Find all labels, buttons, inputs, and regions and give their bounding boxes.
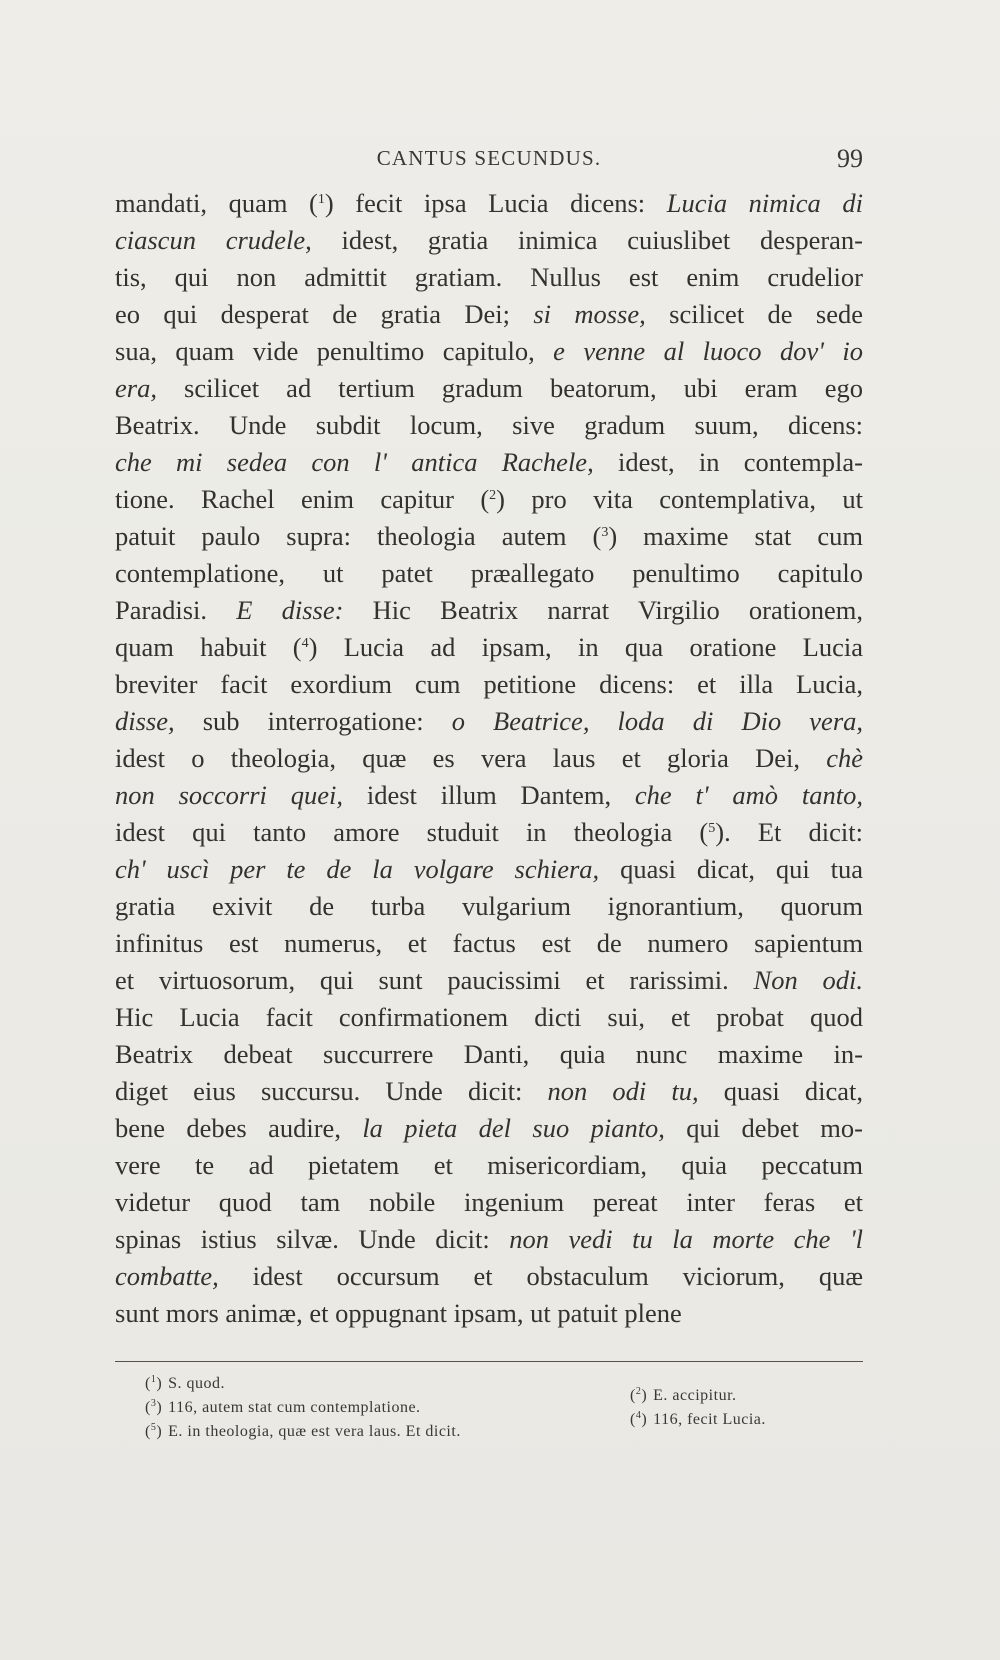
text-segment: idest, in contempla- xyxy=(593,447,863,477)
text-segment: infinitus est numerus, et factus est de numero sapientum xyxy=(115,928,863,958)
footnote-number: ($^4$) xyxy=(630,1410,648,1428)
text-segment: contemplatione, ut patet præallegato penultimo capitulo xyxy=(115,558,863,588)
text-line xyxy=(115,962,863,999)
italic-quote: ch' uscì per te de la volgare schiera, xyxy=(115,854,600,884)
italic-quote: non odi tu, xyxy=(547,1076,699,1106)
text-segment: eo qui desperat de gratia Dei; xyxy=(115,299,534,329)
italic-quote: disse, xyxy=(115,706,175,736)
text-segment: patuit paulo supra: theologia autem ( xyxy=(115,521,602,551)
text-line xyxy=(115,407,863,444)
text-line xyxy=(115,1147,863,1184)
italic-quote: Lucia nimica di xyxy=(666,188,863,218)
footnote-marker: 4 xyxy=(301,636,309,651)
italic-quote: la pieta del suo pianto, xyxy=(362,1113,665,1143)
text-segment: tione. Rachel enim capitur ( xyxy=(115,484,490,514)
italic-quote: Non odi. xyxy=(753,965,863,995)
text-segment: Beatrix. Unde subdit locum, sive gradum suum, dicens: xyxy=(115,410,863,440)
italic-quote: non vedi tu la morte che 'l xyxy=(509,1224,863,1254)
footnote-number-digit: 5 xyxy=(150,1422,157,1433)
text-line xyxy=(115,333,863,370)
text-line xyxy=(115,666,863,703)
text-line xyxy=(115,222,863,259)
text-segment: sunt mors animæ, et oppugnant ipsam, ut patuit plene xyxy=(115,1298,682,1328)
text-segment: idest, gratia inimica cuiuslibet desperan- xyxy=(311,225,863,255)
text-line xyxy=(115,740,863,777)
italic-quote: non soccorri quei, xyxy=(115,780,344,810)
text-line xyxy=(115,481,863,518)
text-line xyxy=(115,259,863,296)
footnote xyxy=(145,1372,605,1396)
text-line xyxy=(115,851,863,888)
text-segment: quasi dicat, xyxy=(698,1076,863,1106)
text-segment: vere te ad pietatem et misericordiam, quia peccatum xyxy=(115,1150,863,1180)
italic-quote: o Beatrice, loda di Dio vera, xyxy=(451,706,863,736)
text-segment: bene debes audire, xyxy=(115,1113,363,1143)
footnote xyxy=(145,1396,605,1420)
italic-quote: che mi sedea con l' antica Rachele, xyxy=(115,447,594,477)
footnote-marker: 5 xyxy=(708,821,716,836)
footnote-marker: 1 xyxy=(317,192,325,207)
footnote-number: ($^1$) xyxy=(145,1374,163,1392)
text-line xyxy=(115,1036,863,1073)
italic-quote: E disse: xyxy=(236,595,344,625)
text-segment: et virtuosorum, qui sunt paucissimi et rarissimi. xyxy=(115,965,754,995)
text-line xyxy=(115,555,863,592)
footnote-number: ($^5$) xyxy=(145,1422,163,1440)
text-segment: Hic Lucia facit confirmationem dicti sui, et probat quod xyxy=(115,1002,863,1032)
text-segment: videtur quod tam nobile ingenium pereat inter feras et xyxy=(115,1187,863,1217)
text-line xyxy=(115,1258,863,1295)
footnote-marker: 3 xyxy=(601,525,609,540)
text-segment: diget eius succursu. Unde dicit: xyxy=(115,1076,548,1106)
italic-quote: e venne al luoco dov' io xyxy=(553,336,863,366)
footnote-number: ($^3$) xyxy=(145,1398,163,1416)
text-line xyxy=(115,592,863,629)
text-segment: ) Lucia ad ipsam, in qua oratione Lucia xyxy=(308,632,863,662)
page-number: 99 xyxy=(837,144,863,173)
page-header xyxy=(115,140,863,180)
text-segment: ). Et dicit: xyxy=(715,817,863,847)
footnote-text: E. in theologia, quæ est vera laus. Et dicit. xyxy=(168,1423,461,1440)
footnote-text: E. accipitur. xyxy=(653,1387,737,1404)
footnote-number-digit: 1 xyxy=(150,1374,157,1385)
italic-quote: chè xyxy=(826,743,863,773)
text-segment: Hic Beatrix narrat Virgilio orationem, xyxy=(343,595,863,625)
text-line xyxy=(115,296,863,333)
footnote-text: 116, fecit Lucia. xyxy=(653,1411,766,1428)
footnote-text: 116, autem stat cum contemplatione. xyxy=(168,1399,421,1416)
footnotes-left-column xyxy=(145,1372,605,1444)
text-line xyxy=(115,370,863,407)
text-line xyxy=(115,185,863,222)
running-head: CANTUS SECUNDUS. xyxy=(376,146,602,170)
text-segment: mandati, quam ( xyxy=(115,188,318,218)
text-segment: spinas istius silvæ. Unde dicit: xyxy=(115,1224,510,1254)
footnotes-right-column xyxy=(630,1384,860,1432)
footnote xyxy=(145,1420,605,1444)
italic-quote: ciascun crudele, xyxy=(115,225,312,255)
text-segment: quam habuit ( xyxy=(115,632,302,662)
text-line xyxy=(115,629,863,666)
footnote-number-digit: 3 xyxy=(150,1398,157,1409)
italic-quote: che t' amò tanto, xyxy=(634,780,863,810)
text-segment: idest illum Dantem, xyxy=(343,780,635,810)
text-line xyxy=(115,444,863,481)
text-segment: sua, quam vide penultimo capitulo, xyxy=(115,336,554,366)
text-segment: ) pro vita contemplativa, ut xyxy=(496,484,863,514)
text-line xyxy=(115,1110,863,1147)
footnote-number-digit: 2 xyxy=(635,1386,642,1397)
text-line xyxy=(115,518,863,555)
text-segment: sub interrogatione: xyxy=(174,706,452,736)
italic-quote: combatte, xyxy=(115,1261,219,1291)
text-line xyxy=(115,999,863,1036)
text-segment: ) fecit ipsa Lucia dicens: xyxy=(324,188,667,218)
text-segment: idest o theologia, quæ es vera laus et gloria Dei, xyxy=(115,743,827,773)
text-line xyxy=(115,1221,863,1258)
text-segment: gratia exivit de turba vulgarium ignorantium, quorum xyxy=(115,891,863,921)
footnote-rule xyxy=(115,1361,863,1362)
body-text xyxy=(115,185,863,1332)
text-segment: Beatrix debeat succurrere Danti, quia nunc maxime in- xyxy=(115,1039,863,1069)
italic-quote: si mosse, xyxy=(533,299,646,329)
text-line xyxy=(115,814,863,851)
text-line xyxy=(115,1073,863,1110)
text-segment: Paradisi. xyxy=(115,595,237,625)
footnote xyxy=(630,1408,860,1432)
text-line xyxy=(115,1295,863,1332)
text-segment: scilicet de sede xyxy=(645,299,863,329)
text-segment: breviter facit exordium cum petitione dicens: et illa Lucia, xyxy=(115,669,863,699)
text-line xyxy=(115,777,863,814)
text-segment: scilicet ad tertium gradum beatorum, ubi eram ego xyxy=(156,373,863,403)
footnote-number: ($^2$) xyxy=(630,1386,648,1404)
footnote-marker: 2 xyxy=(489,488,497,503)
text-line xyxy=(115,888,863,925)
text-segment: idest occursum et obstaculum viciorum, quæ xyxy=(218,1261,863,1291)
footnote-number-digit: 4 xyxy=(635,1410,642,1421)
text-segment: quasi dicat, qui tua xyxy=(599,854,863,884)
text-segment: ) maxime stat cum xyxy=(608,521,863,551)
text-line xyxy=(115,925,863,962)
text-segment: idest qui tanto amore studuit in theologia ( xyxy=(115,817,709,847)
footnote-text: S. quod. xyxy=(168,1375,226,1392)
footnote xyxy=(630,1384,860,1408)
text-segment: tis, qui non admittit gratiam. Nullus est enim crudelior xyxy=(115,262,863,292)
italic-quote: era, xyxy=(115,373,157,403)
text-line xyxy=(115,1184,863,1221)
text-segment: qui debet mo- xyxy=(664,1113,863,1143)
text-line xyxy=(115,703,863,740)
